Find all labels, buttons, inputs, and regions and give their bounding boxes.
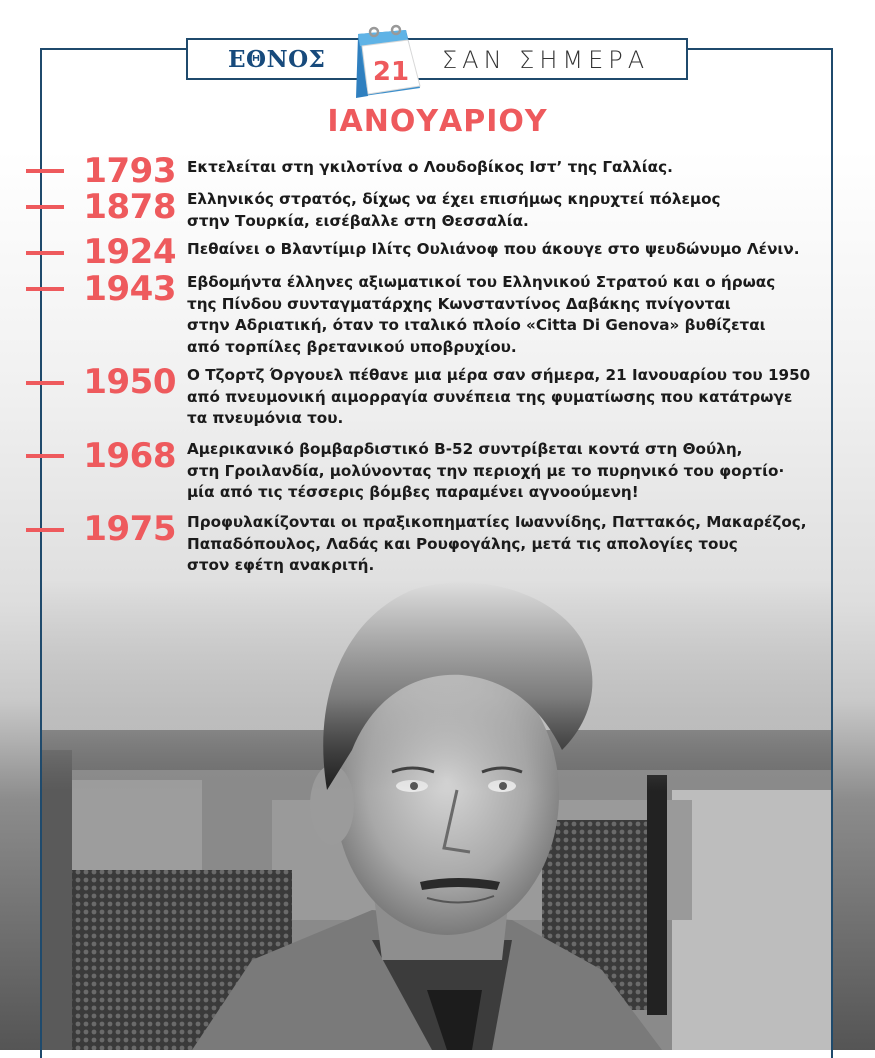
- event-year: 1950: [83, 362, 176, 402]
- brand-logo: ΕΘΝΟΣ: [228, 46, 326, 73]
- event-description: Πεθαίνει ο Βλαντίμιρ Ιλίτς Ουλιάνοφ που άκουγε στο ψευδώνυμο Λένιν.: [187, 240, 800, 258]
- timeline-tick: [26, 169, 64, 173]
- event-year: 1975: [83, 509, 176, 549]
- section-title: ΣΑΝ ΣΗΜΕΡΑ: [442, 46, 650, 74]
- timeline-tick: [26, 251, 64, 255]
- timeline-tick: [26, 528, 64, 532]
- calendar-icon: [354, 24, 422, 102]
- event-year: 1793: [83, 151, 176, 191]
- event-year: 1943: [83, 269, 176, 309]
- timeline-tick: [26, 287, 64, 291]
- event-description: Προφυλακίζονται οι πραξικοπηματίες Ιωαννίδης, Παττακός, Μακαρέζος, Παπαδόπουλος, Λαδάς και Ρουφογάλης, μετά τις απολογίες τους στον εφέτη ανακριτή.: [187, 513, 807, 574]
- timeline-tick: [26, 381, 64, 385]
- event-description: Αμερικανικό βομβαρδιστικό B-52 συντρίβεται κοντά στη Θούλη, στη Γροιλανδία, μολύνοντας την περιοχή με το πυρηνικό του φορτίο· μία από τις τέσσερις βόμβες παραμένει αγνοούμενη!: [187, 440, 785, 501]
- event-year: 1878: [83, 187, 176, 227]
- month-heading: ΙΑΝΟΥΑΡΙΟΥ: [327, 104, 548, 139]
- event-year: 1924: [83, 232, 176, 272]
- event-year: 1968: [83, 436, 176, 476]
- calendar-day: 21: [372, 57, 410, 87]
- event-description: Ο Τζορτζ Όργουελ πέθανε μια μέρα σαν σήμερα, 21 Ιανουαρίου του 1950 από πνευμονική αιμορραγία συνέπεια της φυματίωσης που κατάτρωγε τα πνευμόνια του.: [187, 366, 811, 427]
- event-description: Ελληνικός στρατός, δίχως να έχει επισήμως κηρυχτεί πόλεμος στην Τουρκία, εισέβαλλε στη Θεσσαλία.: [187, 190, 721, 230]
- timeline-tick: [26, 205, 64, 209]
- event-description: Εκτελείται στη γκιλοτίνα ο Λουδοβίκος Ιστ’ της Γαλλίας.: [187, 158, 673, 176]
- timeline-tick: [26, 454, 64, 458]
- event-description: Εβδομήντα έλληνες αξιωματικοί του Ελληνικού Στρατού και ο ήρωας της Πίνδου συνταγματάρχης Κωνσταντίνος Δαβάκης πνίγονται στην Αδριατική, όταν το ιταλικό πλοίο «Citta Di Genova» βυθίζεται από τορπίλες βρετανικού υποβρυχίου.: [187, 273, 776, 356]
